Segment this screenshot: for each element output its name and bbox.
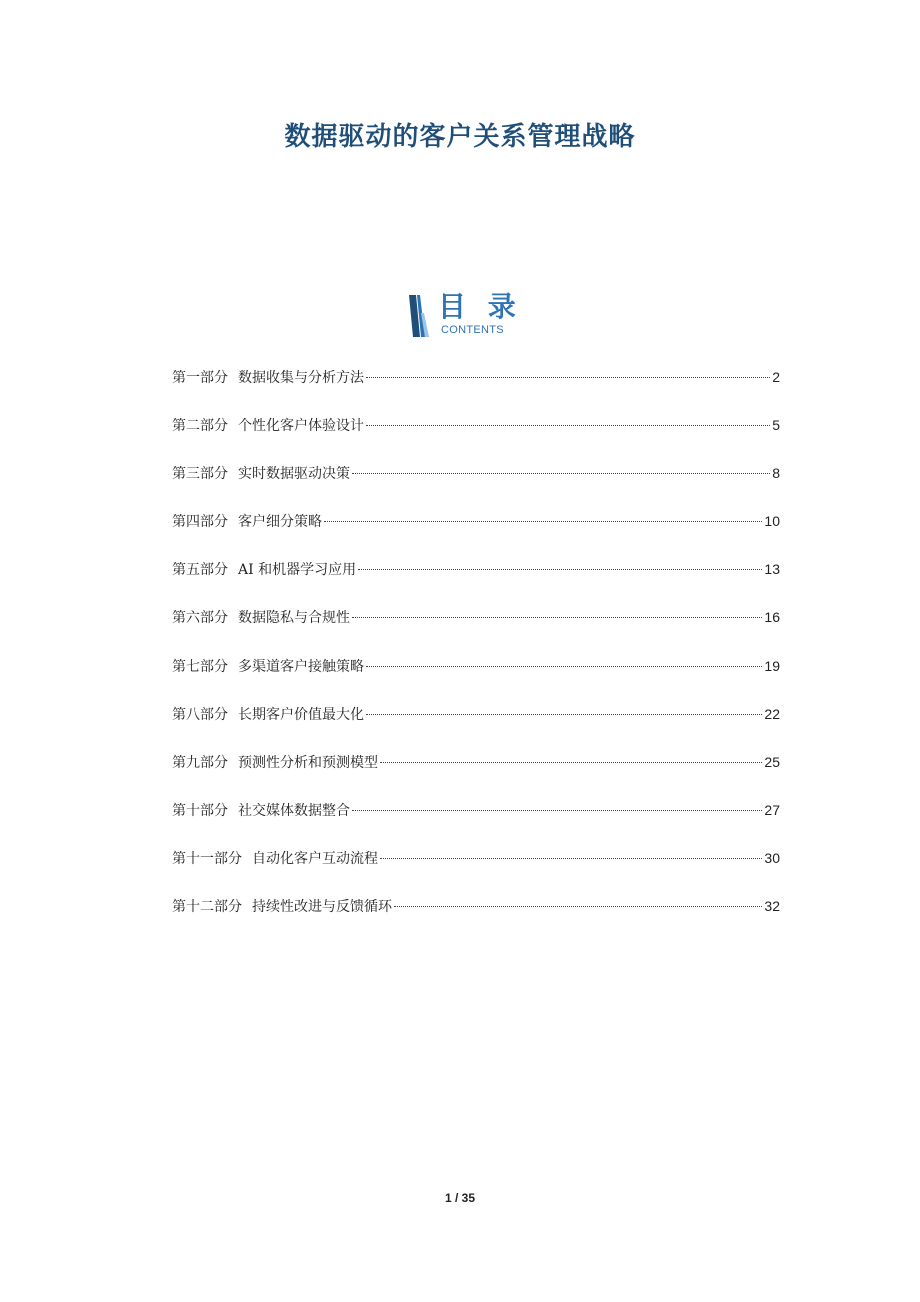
toc-dot-leader bbox=[394, 906, 762, 907]
toc-dot-leader bbox=[358, 569, 762, 570]
toc-dot-leader bbox=[352, 617, 762, 618]
toc-entry-part: 第六部分 bbox=[172, 610, 228, 627]
toc-entry-part: 第九部分 bbox=[172, 754, 228, 771]
toc-entry[interactable] bbox=[172, 366, 780, 414]
toc-dot-leader bbox=[366, 377, 770, 378]
toc-entry-page: 16 bbox=[764, 609, 780, 626]
toc-entry-title: 实时数据驱动决策 bbox=[238, 466, 350, 483]
page-number: 1 / 35 bbox=[444, 1191, 476, 1205]
toc-entry-page: 32 bbox=[764, 898, 780, 915]
toc-list bbox=[172, 366, 780, 943]
toc-entry-part: 第八部分 bbox=[172, 706, 228, 723]
toc-entry[interactable] bbox=[172, 558, 780, 606]
toc-entry-part: 第一部分 bbox=[172, 370, 228, 386]
toc-entry-title: 社交媒体数据整合 bbox=[238, 802, 350, 819]
toc-entry[interactable] bbox=[172, 799, 780, 847]
toc-entry-part: 第二部分 bbox=[172, 418, 228, 435]
toc-entry-title: 数据收集与分析方法 bbox=[238, 370, 364, 386]
toc-entry-title: 客户细分策略 bbox=[238, 514, 322, 531]
toc-dot-leader bbox=[380, 762, 762, 763]
toc-entry-title: 多渠道客户接触策略 bbox=[238, 658, 364, 675]
toc-entry-title: AI 和机器学习应用 bbox=[238, 562, 357, 579]
toc-entry-title: 数据隐私与合规性 bbox=[238, 610, 350, 627]
toc-entry-page: 19 bbox=[764, 657, 780, 674]
toc-entry-page: 25 bbox=[764, 753, 780, 770]
toc-entry-page: 8 bbox=[772, 465, 780, 482]
toc-entry-page: 2 bbox=[772, 369, 780, 385]
toc-entry-part: 第四部分 bbox=[172, 514, 228, 531]
toc-entry[interactable] bbox=[172, 655, 780, 703]
toc-entry-page: 30 bbox=[764, 849, 780, 866]
toc-entry-page: 13 bbox=[764, 561, 780, 578]
toc-dot-leader bbox=[366, 425, 770, 426]
toc-entry[interactable] bbox=[172, 414, 780, 462]
toc-entry-part: 第五部分 bbox=[172, 562, 228, 579]
toc-entry-part: 第十一部分 bbox=[172, 850, 242, 867]
toc-entry-part: 第十二部分 bbox=[172, 899, 242, 916]
toc-entry[interactable] bbox=[172, 895, 780, 943]
toc-entry-page: 10 bbox=[764, 513, 780, 530]
contents-logo-icon bbox=[408, 295, 430, 337]
toc-entry[interactable] bbox=[172, 510, 780, 558]
toc-entry-title: 长期客户价值最大化 bbox=[238, 706, 364, 723]
toc-heading-main: 目 录 bbox=[438, 290, 522, 323]
toc-entry-page: 5 bbox=[772, 417, 780, 434]
toc-entry[interactable] bbox=[172, 703, 780, 751]
toc-entry-title: 个性化客户体验设计 bbox=[238, 418, 364, 435]
toc-entry[interactable] bbox=[172, 847, 780, 895]
toc-dot-leader bbox=[366, 666, 762, 667]
toc-dot-leader bbox=[324, 521, 762, 522]
toc-entry-page: 22 bbox=[764, 705, 780, 722]
toc-heading-sub: CONTENTS bbox=[441, 324, 504, 336]
toc-entry-part: 第十部分 bbox=[172, 802, 228, 819]
toc-dot-leader bbox=[366, 714, 762, 715]
toc-entry[interactable] bbox=[172, 462, 780, 510]
toc-dot-leader bbox=[380, 858, 762, 859]
document-title: 数据驱动的客户关系管理战略 bbox=[284, 122, 636, 152]
toc-entry-title: 自动化客户互动流程 bbox=[252, 850, 378, 867]
toc-entry-title: 持续性改进与反馈循环 bbox=[252, 899, 392, 916]
toc-entry-title: 预测性分析和预测模型 bbox=[238, 754, 378, 771]
toc-entry-part: 第三部分 bbox=[172, 466, 228, 483]
toc-dot-leader bbox=[352, 473, 770, 474]
toc-entry[interactable] bbox=[172, 751, 780, 799]
toc-entry[interactable] bbox=[172, 606, 780, 654]
toc-heading bbox=[408, 292, 528, 340]
toc-entry-part: 第七部分 bbox=[172, 658, 228, 675]
toc-dot-leader bbox=[352, 810, 762, 811]
toc-entry-page: 27 bbox=[764, 801, 780, 818]
